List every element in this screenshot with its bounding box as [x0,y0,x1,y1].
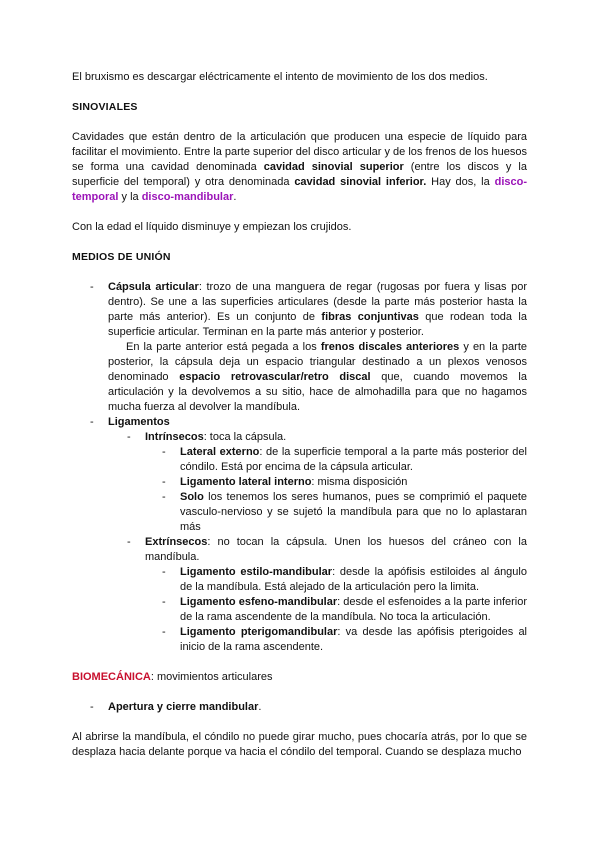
list-item-text [180,625,527,655]
list-item-esfeno [72,595,527,625]
bullet-dash: - [90,281,94,293]
bold-term: Ligamento esfeno-mandibular [180,596,338,608]
list-item-text [180,475,527,490]
text-span: y en la parte posterior, la cápsula deja un espacio triangular destinado a un plexos venosos denominado [108,341,527,383]
bullet-dash: - [90,416,94,428]
list-item-solo [72,490,527,535]
text-span: : toca la cápsula. [203,431,287,443]
list-item-text [180,445,527,475]
bold-term: fibras conjuntivas [321,311,419,323]
purple-term: disco-mandibular [141,191,234,203]
bullet-dash: - [127,536,131,548]
text-span: : no tocan la cápsula. Unen los huesos del cráneo con la mandíbula. [145,536,527,563]
biomecanica-heading [72,670,527,685]
text-span: : va desde las apófisis pterigoides al inicio de la rama ascendente. [180,626,528,653]
text-span: que, cuando movemos la articulación y la devolvemos a su sitio, hace de almohadilla para que no hagamos mucha fuerza al devolver la mandíbula. [108,371,527,413]
bullet-dash: - [162,626,166,638]
bold-term: Apertura y cierre mandibular [108,701,259,713]
bullet-dash: - [162,446,166,458]
list-item-text [145,430,527,445]
bullet-dash: - [127,431,131,443]
bold-term: Lateral externo [180,446,260,458]
list-item-apertura [72,700,527,715]
list-item-text [108,280,527,340]
list-item-estilo [72,565,527,595]
list-item-capsula [72,280,527,340]
text-span: : movimientos articulares [150,671,273,683]
list-item-extrinsecos [72,535,527,565]
bold-term: Extrínsecos [145,536,208,548]
bullet-dash: - [90,701,94,713]
bold-term: Ligamento estilo-mandibular [180,566,333,578]
bold-term: Intrínsecos [145,431,204,443]
biomecanica-paragraph: Al abrirse la mandíbula, el cóndilo no puede girar mucho, pues chocaría atrás, por lo que se desplaza hacia delante porque va hacia el cóndilo del temporal. Cuando se desplaza mucho [72,731,527,758]
text-span: : misma disposición [311,476,408,488]
bold-term: cavidad sinovial superior [263,161,404,173]
document-page [72,70,527,760]
text-span: Hay dos, la [426,176,495,188]
list-item-text [108,415,527,430]
purple-term: disco-temporal [72,176,527,203]
text-span: que rodean toda la superficie articular. Terminan en la parte más anterior y posterior. [108,311,527,338]
medios-heading: MEDIOS DE UNIÓN [72,251,171,263]
list-item-ligamentos [72,415,527,430]
bold-term: Ligamento lateral interno [180,476,312,488]
list-item-pterigo [72,625,527,655]
bullet-dash: - [162,596,166,608]
bold-term: Cápsula articular [108,281,199,293]
text-span: y la [118,191,142,203]
liquid-paragraph: Con la edad el líquido disminuye y empiezan los crujidos. [72,221,352,233]
text-span: : trozo de una manguera de regar (rugosas por fuera y lisas por dentro). Se une a las superficies articulares (desde la parte más posterior hasta la parte más anterior). Es un conjunto de [108,281,527,323]
bullet-dash: - [162,566,166,578]
bold-term: frenos discales anteriores [320,341,460,353]
bold-term: Ligamentos [108,416,170,428]
list-item-text [180,595,527,625]
list-item-lateral-externo [72,445,527,475]
text-span: : desde la apófisis estiloides al ángulo de la mandíbula. Está alejado de la articulación pero la limita. [180,566,527,593]
sinoviales-paragraph [72,130,527,205]
text-span: Cavidades que están dentro de la articulación que producen una especie de líquido para facilitar el movimiento. Entre la parte superior del disco articular y de los frenos de los huesos se forma una cavidad denominada [72,131,527,173]
text-span: En la parte anterior está pegada a los [126,341,321,353]
text-span: : desde el esfenoides a la parte inferior de la rama ascendente de la mandíbula. No toca la articulación. [180,596,528,623]
list-item-lateral-interno [72,475,527,490]
text-span: . [233,191,237,203]
bold-term: cavidad sinovial inferior. [294,176,427,188]
bullet-dash: - [162,491,166,503]
text-span: : de la superficie temporal a la parte más posterior del cóndilo. Está por encima de la cápsula articular. [180,446,527,473]
list-item-text [108,700,527,715]
capsula-detail-paragraph [72,340,527,415]
bold-term: Solo [180,491,204,503]
bold-term: Ligamento pterigomandibular [180,626,338,638]
list-item-text [145,535,527,565]
intro-paragraph: El bruxismo es descargar eléctricamente el intento de movimiento de los dos medios. [72,71,488,83]
bullet-dash: - [162,476,166,488]
list-item-text [180,490,527,535]
bold-term: espacio retrovascular/retro discal [179,371,371,383]
text-span: (entre los discos y la superficie del temporal) y otra denominada [72,161,527,188]
red-heading: BIOMECÁNICA [72,671,151,683]
sinoviales-heading: SINOVIALES [72,101,138,113]
text-span: . [258,701,262,713]
text-span: los tenemos los seres humanos, pues se comprimió el paquete vasculo-nervioso y se sujetó la mandíbula para que no lo aplastaran más [180,491,527,533]
list-item-text [180,565,527,595]
list-item-intrinsecos [72,430,527,445]
